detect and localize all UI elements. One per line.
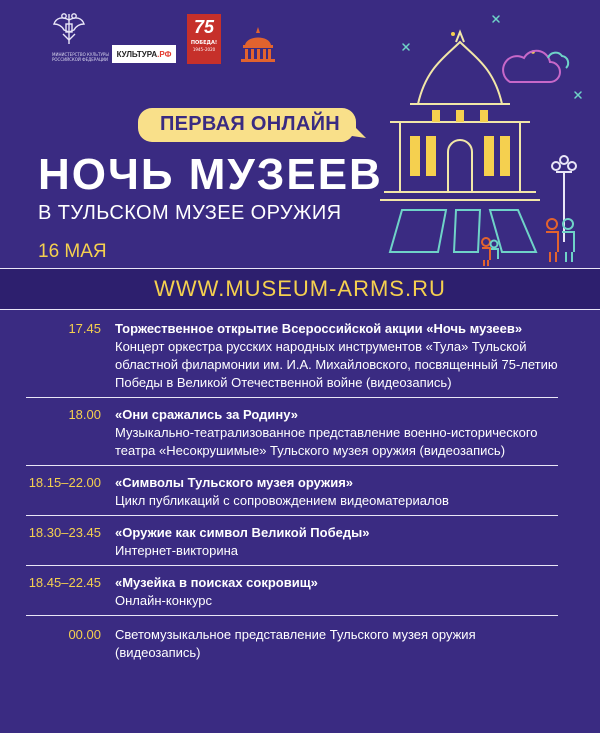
event-description: Концерт оркестра русских народных инструментов «Тула» Тульской областной филармонии им. И.А. Михайловского, посвященный 75-летию Победы в Великой Отечественной войне (видеозапись) [115, 339, 558, 390]
schedule-item [26, 472, 558, 516]
event-description: Цикл публикаций с сопровождением видеоматериалов [115, 493, 449, 508]
event-date: 16 МАЯ [38, 241, 107, 262]
url-band [0, 268, 600, 310]
event-description: Светомузыкальное представление Тульского музея оружия (видеозапись) [115, 627, 476, 660]
schedule-item [26, 318, 558, 398]
event-time: 18.45–22.45 [28, 575, 101, 590]
victory-75-logo [187, 14, 221, 64]
victory-logo-years: 1945–2020 [192, 47, 216, 52]
website-link[interactable]: WWW.MUSEUM-ARMS.RU [154, 276, 446, 301]
event-description: Онлайн-конкурс [115, 593, 213, 608]
kultura-logo-prefix: КУЛЬТУРА [116, 49, 158, 59]
page-subtitle: В ТУЛЬСКОМ МУЗЕЕ ОРУЖИЯ [38, 202, 342, 224]
museum-building-logo-icon [237, 25, 279, 63]
event-time: 18.15–22.00 [28, 475, 101, 490]
kultura-rf-logo [112, 45, 176, 63]
schedule-item [26, 624, 558, 667]
first-online-label: ПЕРВАЯ ОНЛАЙН [159, 112, 341, 135]
victory-logo-text: ПОБЕДА! [190, 40, 218, 46]
coat-of-arms-icon [52, 10, 86, 48]
event-description: Музыкально-театрализованное представление военно-исторического театра «Несокрушимые» Тульского музея оружия (видеозапись) [115, 425, 538, 458]
schedule-list [0, 318, 600, 667]
victory-logo-number: 75 [193, 17, 215, 37]
event-title: «Оружие как символ Великой Победы» [115, 525, 370, 540]
event-time: 17.45 [68, 321, 101, 336]
schedule-item [26, 404, 558, 466]
event-description: Интернет-викторина [115, 543, 238, 558]
event-title: «Они сражались за Родину» [115, 407, 299, 422]
event-title: «Символы Тульского музея оружия» [115, 475, 354, 490]
event-time: 18.00 [68, 407, 101, 422]
schedule-item [26, 522, 558, 566]
kultura-logo-suffix: .РФ [157, 49, 172, 59]
museum-night-illustration [360, 12, 600, 270]
event-title: Торжественное открытие Всероссийской акции «Ночь музеев» [115, 321, 523, 336]
event-time: 00.00 [68, 627, 101, 642]
page-title: НОЧЬ МУЗЕЕВ [38, 150, 383, 199]
ministry-caption: МИНИСТЕРСТВО КУЛЬТУРЫ РОССИЙСКОЙ ФЕДЕРАЦИИ [52, 52, 109, 62]
event-title: «Музейка в поисках сокровищ» [115, 575, 318, 590]
event-time: 18.30–23.45 [28, 525, 101, 540]
schedule-item [26, 572, 558, 616]
